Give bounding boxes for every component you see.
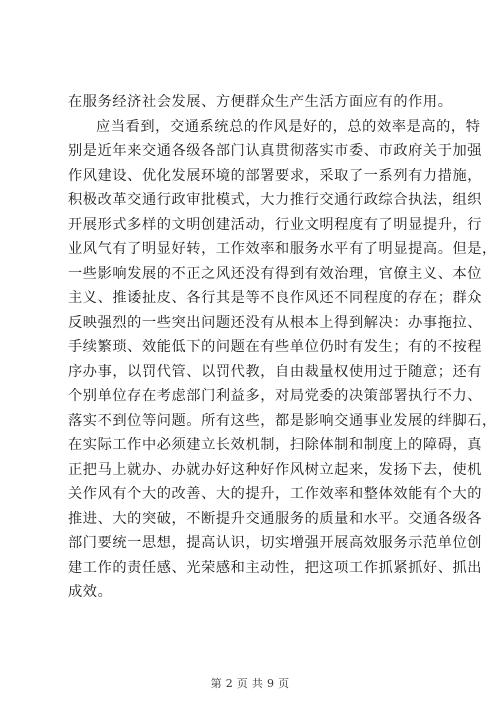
text-line: 别是近年来交通各级各部门认真贯彻落实市委、市政府关于加强: [68, 143, 483, 159]
text-line: 个别单位存在考虑部门利益多，对局党委的决策部署执行不力、: [68, 388, 483, 404]
text-line: 成效。: [68, 584, 113, 600]
page-number-footer: 第 2 页 共 9 页: [210, 677, 290, 690]
body-text: [68, 90, 497, 605]
text-line: 开展形式多样的文明创建活动，行业文明程度有了明显提升，行: [68, 216, 483, 233]
text-line: 手续繁琐、效能低下的问题在有些单位仍时有发生；有的不按程: [68, 339, 483, 355]
text-line: 正把马上就办、办就办好这种好作风树立起来，发扬下去，使机: [68, 461, 483, 478]
text-line: 推进、大的突破，不断提升交通服务的质量和水平。交通各级各: [68, 510, 483, 527]
text-line: 业风气有了明显好转，工作效率和服务水平有了明显提高。但是，: [68, 241, 497, 257]
text-line: 落实不到位等问题。所有这些，都是影响交通事业发展的绊脚石，: [68, 412, 497, 429]
text-line: 在服务经济社会发展、方便群众生产生活方面应有的作用。: [68, 94, 453, 110]
text-line: 主义、推诿扯皮、各行其是等不良作风还不同程度的存在；群众: [68, 290, 483, 306]
text-line: 一些影响发展的不正之风还没有得到有效治理，官僚主义、本位: [68, 265, 483, 282]
text-line: 积极改革交通行政审批模式，大力推行交通行政综合执法，组织: [68, 192, 483, 208]
paragraph-first-line: 应当看到，交通系统总的作风是好的，总的效率是高的，特: [96, 118, 481, 135]
text-line: 关作风有个大的改善、大的提升，工作效率和整体效能有个大的: [68, 486, 483, 502]
text-line: 作风建设、优化发展环境的部署要求，采取了一系列有力措施，: [68, 167, 483, 184]
text-line: 序办事，以罚代管、以罚代教，自由裁量权使用过于随意；还有: [68, 363, 483, 380]
text-line: 部门要统一思想，提高认识，切实增强开展高效服务示范单位创: [68, 535, 483, 551]
text-line: 建工作的责任感、光荣感和主动性，把这项工作抓紧抓好、抓出: [68, 559, 483, 576]
text-line: 在实际工作中必须建立长效机制，扫除体制和制度上的障碍，真: [68, 437, 483, 453]
text-line: 反映强烈的一些突出问题还没有从根本上得到解决：办事拖拉、: [68, 314, 483, 331]
